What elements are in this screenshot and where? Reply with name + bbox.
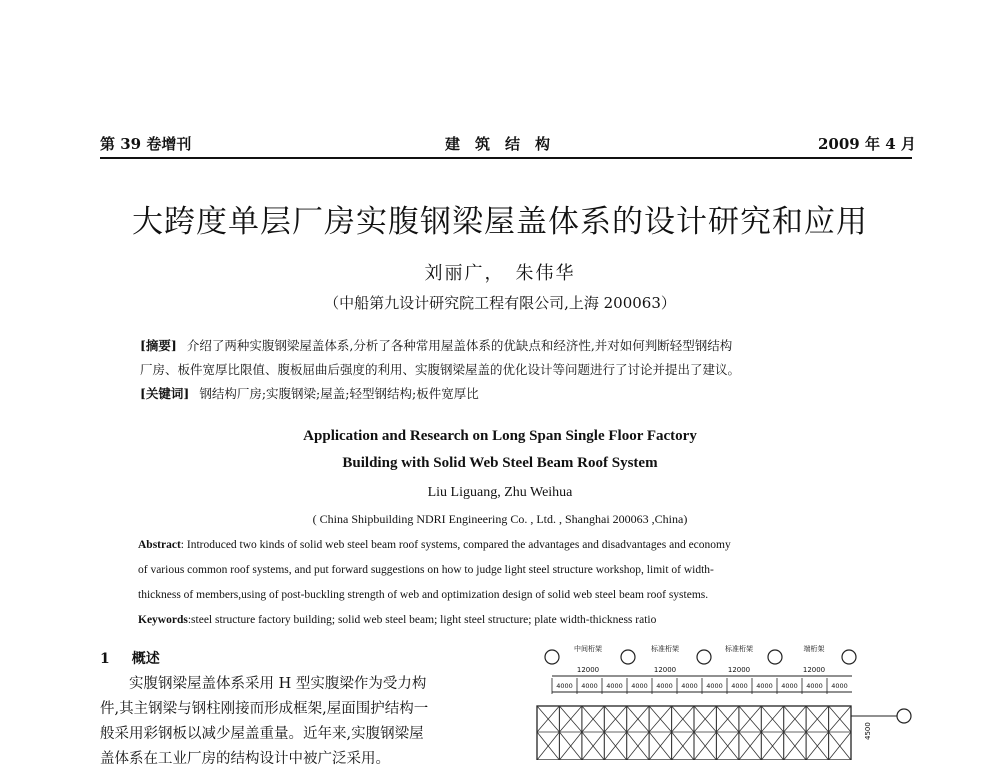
- keywords-en: [138, 608, 878, 633]
- abstract-cn-text-1: 介绍了两种实腹钢梁屋盖体系,分析了各种常用屋盖体系的优缺点和经济性,并对如何判断轻型钢结构: [186, 338, 733, 353]
- bay-label: 标准桁架: [725, 645, 753, 653]
- axis-marker: [545, 650, 559, 664]
- roof-bracing: [537, 706, 851, 760]
- abstract-cn-line-1: [140, 336, 900, 356]
- sub-dimension: 4000: [781, 682, 798, 690]
- sub-dimension: 4000: [731, 682, 748, 690]
- keywords-en-text: :steel structure factory building; solid web steel beam; light steel structure; plate width-thickness ratio: [187, 614, 657, 626]
- span-dimension: 12000: [802, 666, 826, 674]
- abstract-cn-label: [摘要]: [140, 338, 177, 353]
- header-volume: 第 39 卷增刊: [100, 135, 192, 153]
- sub-dimension: 4000: [606, 682, 623, 690]
- keywords-en-label: Keywords: [138, 614, 188, 626]
- abstract-en-label: Abstract: [138, 539, 181, 551]
- paper-title-en-line-2: Building with Solid Web Steel Beam Roof System: [342, 455, 658, 471]
- grid-axis-markers: [545, 650, 911, 723]
- section-1-line-4: 盖体系在工业厂房的结构设计中被广泛采用。: [100, 751, 390, 767]
- axis-marker: [842, 650, 856, 664]
- affiliation-cn: （中船第九设计研究院工程有限公司,上海 200063）: [324, 294, 676, 312]
- abstract-cn-text-2: 厂房、板件宽厚比限值、腹板屈曲后强度的利用、实腹钢梁屋盖的优化设计等问题进行了讨论并提出了建议。: [140, 362, 741, 377]
- sub-dimension: 4000: [806, 682, 823, 690]
- keywords-cn: [140, 384, 900, 404]
- paper-title-en-line-1: Application and Research on Long Span Single Floor Factory: [303, 428, 697, 444]
- sub-dimension: 4000: [681, 682, 698, 690]
- bay-label: 端桁架: [803, 645, 825, 653]
- section-1-title: 概述: [131, 651, 160, 667]
- header-date: 2009 年 4 月: [818, 135, 916, 153]
- keywords-cn-label: [关键词]: [140, 386, 190, 401]
- keywords-cn-text: 钢结构厂房;实腹钢梁;屋盖;轻型钢结构;板件宽厚比: [199, 386, 479, 401]
- section-1-heading: [100, 648, 182, 668]
- section-1-line-3: 般采用彩钢板以减少屋盖重量。近年来,实腹钢梁屋: [100, 726, 424, 742]
- abstract-en-text-1: : Introduced two kinds of solid web steel beam roof systems, compared the advantages and disadvantages and economy: [180, 539, 731, 551]
- sub-dimension: 4000: [631, 682, 648, 690]
- authors-en: Liu Liguang, Zhu Weihua: [427, 485, 573, 500]
- axis-marker: [697, 650, 711, 664]
- span-dimension: 12000: [727, 666, 751, 674]
- bay-label: 中间桁架: [574, 645, 602, 653]
- bay-label: 标准桁架: [651, 645, 679, 653]
- section-1-number: 1: [100, 651, 110, 667]
- sub-dimension: 4000: [756, 682, 773, 690]
- span-dimension: 12000: [653, 666, 677, 674]
- sub-dimension: 4000: [831, 682, 848, 690]
- paper-title-cn: 大跨度单层厂房实腹钢梁屋盖体系的设计研究和应用: [132, 204, 868, 240]
- header-journal: 建 筑 结 构: [445, 135, 551, 153]
- structural-plan-figure: [525, 640, 925, 760]
- span-dimension: 12000: [576, 666, 600, 674]
- section-1-line-2: 件,其主钢梁与钢柱刚接而形成框架,屋面围护结构一: [100, 701, 429, 717]
- abstract-en-text-2: of various common roof systems, and put forward suggestions on how to judge light steel structure workshop, limit of width-: [138, 564, 714, 576]
- sub-dimension: 4000: [556, 682, 573, 690]
- sub-dimension: 4000: [656, 682, 673, 690]
- axis-marker: [768, 650, 782, 664]
- section-1-line-1: 实腹钢梁屋盖体系采用 H 型实腹梁作为受力构: [100, 676, 427, 692]
- axis-marker: [897, 709, 911, 723]
- abstract-en-text-3: thickness of members,using of post-buckling strength of web and optimization design of solid web steel beam roof systems.: [138, 589, 709, 601]
- sub-dimension: 4000: [706, 682, 723, 690]
- sub-dimension: 4000: [581, 682, 598, 690]
- affiliation-en: ( China Shipbuilding NDRI Engineering Co. , Ltd. , Shanghai 200063 ,China): [312, 512, 688, 526]
- authors-cn: 刘丽广， 朱伟华: [424, 263, 576, 284]
- axis-marker: [621, 650, 635, 664]
- abstract-en-line-1: [138, 533, 878, 558]
- header-rule: [100, 157, 912, 159]
- side-dimension: 4500: [864, 722, 872, 740]
